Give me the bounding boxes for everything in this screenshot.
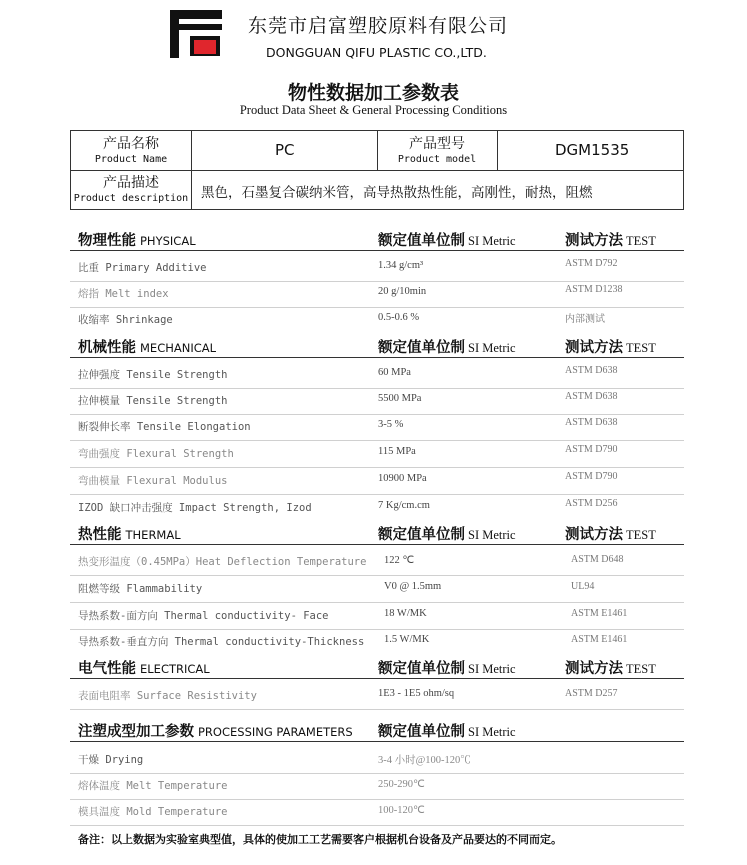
section-title — [78, 523, 181, 544]
divider — [191, 171, 192, 209]
section-title — [78, 720, 353, 741]
product-name-value: PC — [275, 141, 295, 159]
table-row — [70, 576, 684, 603]
table-row — [70, 388, 684, 415]
footnote: 备注：以上数据为实验室典型值，具体的使加工工艺需要客户根据机台设备及产品要达的不同而定。 — [78, 833, 562, 846]
property-value: 5500 MPa — [378, 393, 422, 404]
unit-header-cn: 额定值单位制 — [378, 527, 465, 543]
product-description-label-en: Product description — [73, 193, 189, 204]
property-name: 熔指 Melt index — [78, 288, 169, 300]
section-header-processing — [70, 719, 684, 742]
property-name: 干燥 Drying — [78, 754, 144, 766]
section-title-en: THERMAL — [125, 528, 181, 542]
property-name: 弯曲强度 Flexural Strength — [78, 448, 234, 460]
unit-header-cn: 额定值单位制 — [378, 233, 465, 249]
test-method: ASTM D648 — [571, 554, 624, 565]
property-name: 熔体温度 Melt Temperature — [78, 780, 228, 792]
test-method: ASTM D790 — [565, 444, 618, 455]
test-method: ASTM D256 — [565, 498, 618, 509]
test-header-cn: 测试方法 — [565, 661, 623, 677]
test-header — [565, 336, 656, 357]
section-title-en: PROCESSING PARAMETERS — [198, 725, 353, 739]
table-row — [70, 495, 684, 521]
test-method: ASTM D638 — [565, 391, 618, 402]
property-value: 1.5 W/MK — [384, 634, 430, 645]
test-method: 内部测试 — [565, 314, 605, 325]
product-model-label-cn: 产品型号 — [409, 136, 465, 152]
product-description-label — [71, 171, 191, 209]
table-row — [70, 683, 684, 710]
unit-header-cn: 额定值单位制 — [378, 724, 465, 740]
section-header-thermal — [70, 522, 684, 545]
property-name: 比重 Primary Additive — [78, 262, 207, 274]
table-row — [70, 747, 684, 774]
property-name: 收缩率 Shrinkage — [78, 314, 173, 326]
test-method: ASTM D638 — [565, 365, 618, 376]
test-method: ASTM D1238 — [565, 284, 623, 295]
page-title: 物性数据加工参数表 — [287, 82, 459, 104]
product-model-value: DGM1535 — [555, 141, 630, 159]
table-row — [70, 468, 684, 495]
product-name-label — [71, 131, 191, 171]
property-name: 弯曲模量 Flexural Modulus — [78, 475, 228, 487]
company-name-en: DONGGUAN QIFU PLASTIC CO.,LTD. — [266, 45, 487, 60]
test-header — [565, 229, 656, 250]
test-header-cn: 测试方法 — [565, 233, 623, 249]
table-row — [70, 549, 684, 576]
divider — [191, 131, 192, 171]
unit-header — [378, 336, 516, 357]
property-value: 18 W/MK — [384, 608, 427, 619]
unit-header-cn: 额定值单位制 — [378, 340, 465, 356]
section-title-cn: 机械性能 — [78, 340, 136, 356]
divider — [497, 131, 498, 171]
property-value: 0.5-0.6 % — [378, 312, 420, 323]
property-value: 100-120℃ — [378, 805, 425, 816]
unit-header — [378, 657, 516, 678]
section-title-cn: 注塑成型加工参数 — [78, 724, 194, 740]
property-value: 1E3 - 1E5 ohm/sq — [378, 688, 455, 699]
section-title-cn: 电气性能 — [78, 661, 136, 677]
test-header — [565, 523, 656, 544]
unit-header-en: SI Metric — [468, 725, 516, 739]
product-description-label-cn: 产品描述 — [103, 175, 159, 191]
unit-header-en: SI Metric — [468, 528, 516, 542]
section-title-cn: 热性能 — [78, 527, 122, 543]
section-header-mechanical — [70, 335, 684, 358]
test-header-en: TEST — [626, 662, 656, 676]
unit-header — [378, 720, 516, 741]
test-header — [565, 657, 656, 678]
test-method: ASTM D638 — [565, 417, 618, 428]
property-name: 拉伸强度 Tensile Strength — [78, 369, 228, 381]
property-value: 250-290℃ — [378, 779, 425, 790]
property-value: 1.34 g/cm³ — [378, 260, 424, 271]
unit-header-en: SI Metric — [468, 234, 516, 248]
unit-header-cn: 额定值单位制 — [378, 661, 465, 677]
section-title — [78, 336, 216, 357]
unit-header-en: SI Metric — [468, 662, 516, 676]
test-header-cn: 测试方法 — [565, 340, 623, 356]
property-name: 模具温度 Mold Temperature — [78, 806, 228, 818]
property-name: 断裂伸长率 Tensile Elongation — [78, 421, 251, 433]
property-value: V0 @ 1.5mm — [384, 581, 442, 592]
product-model-label-en: Product model — [397, 154, 477, 165]
property-value: 3-5 % — [378, 419, 404, 430]
unit-header-en: SI Metric — [468, 341, 516, 355]
table-row — [70, 441, 684, 468]
property-value: 60 MPa — [378, 367, 411, 378]
property-name: 拉伸模量 Tensile Strength — [78, 395, 228, 407]
property-name: 热变形温度（0.45MPa）Heat Deflection Temperature — [78, 556, 367, 568]
property-name: 导热系数-面方向 Thermal conductivity- Face — [78, 610, 329, 622]
property-value: 20 g/10min — [378, 286, 427, 297]
section-title — [78, 229, 196, 250]
section-header-physical — [70, 228, 684, 251]
section-header-electrical — [70, 656, 684, 679]
property-value: 3-4 小时@100-120℃ — [378, 755, 471, 766]
test-header-en: TEST — [626, 528, 656, 542]
property-name: 导热系数-垂直方向 Thermal conductivity-Thickness — [78, 636, 365, 648]
test-method: ASTM D257 — [565, 688, 618, 699]
section-title-en: ELECTRICAL — [140, 662, 210, 676]
table-row — [70, 414, 684, 441]
unit-header — [378, 523, 516, 544]
property-value: 7 Kg/cm.cm — [378, 500, 430, 511]
test-method: ASTM D790 — [565, 471, 618, 482]
property-value: 115 MPa — [378, 446, 416, 457]
table-row — [70, 799, 684, 826]
property-value: 122 ℃ — [384, 555, 415, 566]
property-name: 表面电阻率 Surface Resistivity — [78, 690, 257, 702]
section-title-cn: 物理性能 — [78, 233, 136, 249]
product-name-label-cn: 产品名称 — [103, 136, 159, 152]
table-row — [70, 307, 684, 333]
company-logo — [170, 10, 222, 58]
product-model-label — [377, 131, 497, 171]
test-header-cn: 测试方法 — [565, 527, 623, 543]
test-method: ASTM E1461 — [571, 608, 628, 619]
test-method: UL94 — [571, 581, 595, 592]
product-description-value: 黑色，石墨复合碳纳米管，高导热散热性能，高刚性，耐热，阻燃 — [201, 185, 593, 201]
table-row — [70, 773, 684, 800]
table-row — [70, 255, 684, 282]
page-subtitle: Product Data Sheet & General Processing Conditions — [239, 103, 508, 117]
company-name-cn: 东莞市启富塑胶原料有限公司 — [248, 15, 509, 37]
table-row — [70, 629, 684, 655]
section-title-en: MECHANICAL — [140, 341, 217, 355]
test-header-en: TEST — [626, 341, 656, 355]
section-title — [78, 657, 210, 678]
table-row — [70, 281, 684, 308]
property-name: IZOD 缺口冲击强度 Impact Strength, Izod — [78, 502, 312, 514]
unit-header — [378, 229, 516, 250]
test-method: ASTM D792 — [565, 258, 618, 269]
table-row — [70, 362, 684, 389]
section-title-en: PHYSICAL — [140, 234, 196, 248]
table-row — [70, 603, 684, 630]
product-name-label-en: Product Name — [94, 154, 168, 165]
test-header-en: TEST — [626, 234, 656, 248]
product-info-table — [70, 130, 684, 210]
test-method: ASTM E1461 — [571, 634, 628, 645]
property-name: 阻燃等级 Flammability — [78, 583, 203, 595]
property-value: 10900 MPa — [378, 473, 427, 484]
